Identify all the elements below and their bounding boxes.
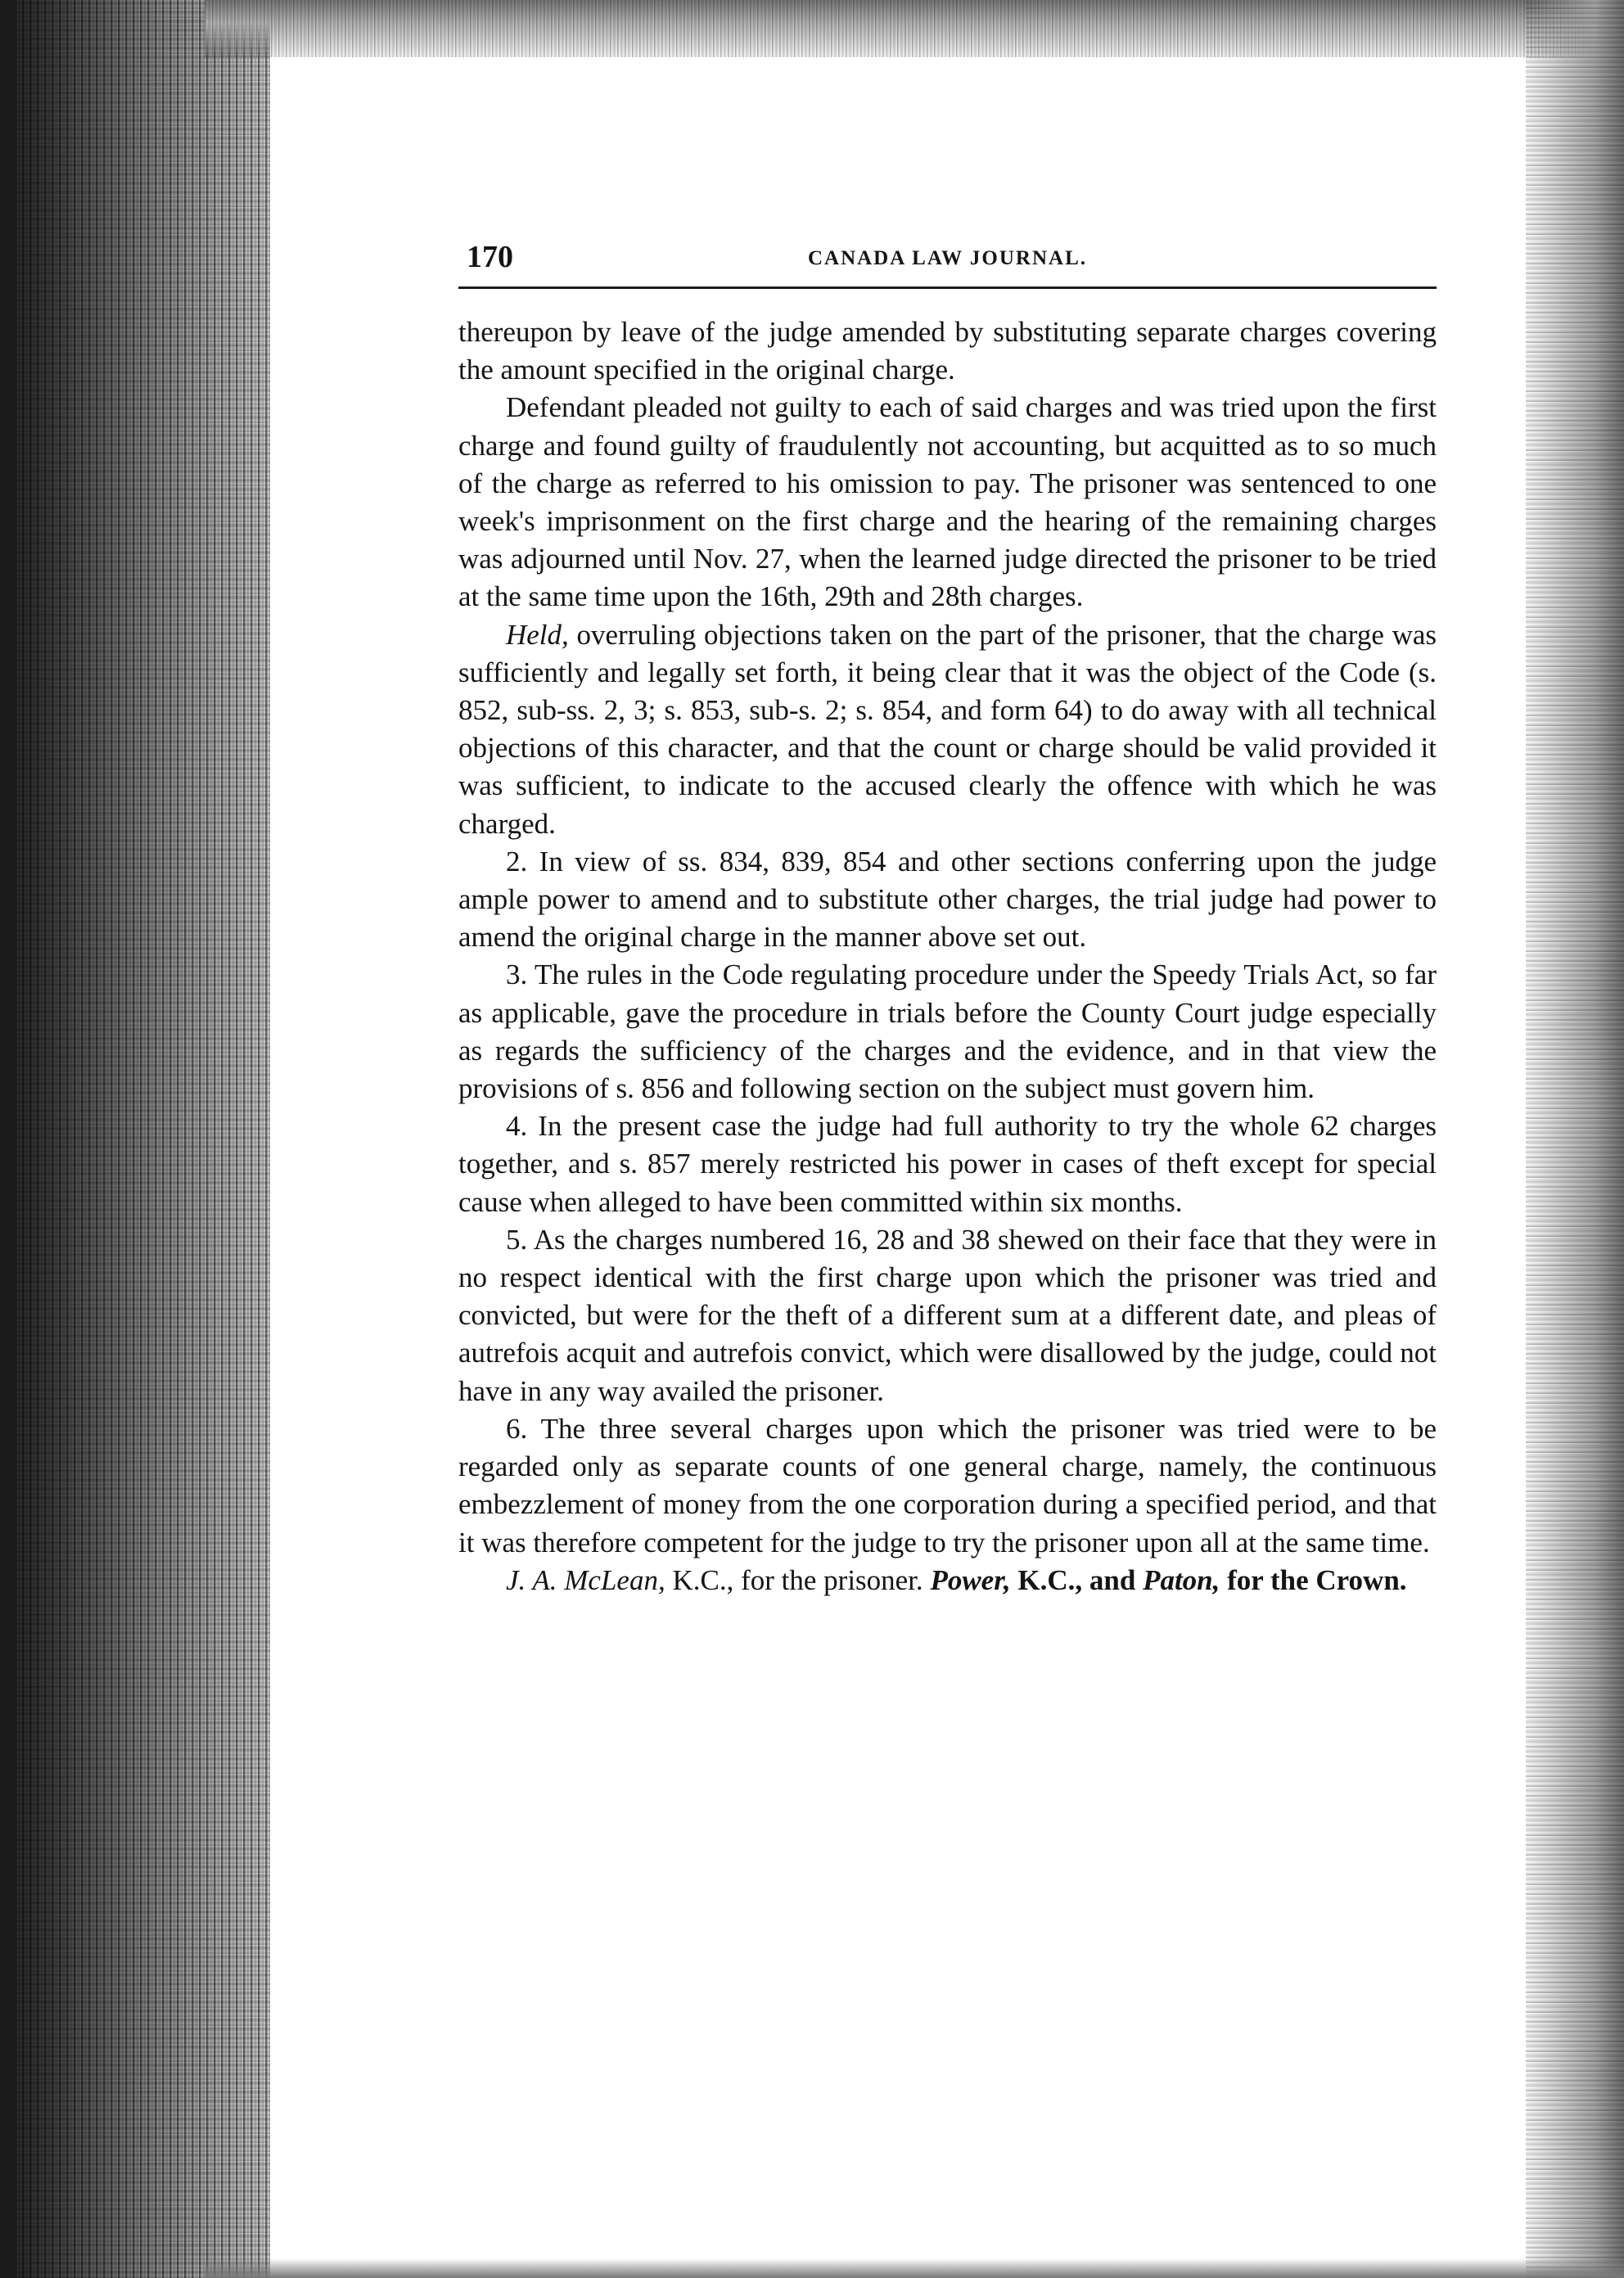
counsel-name-mclean: J. A. McLean,	[506, 1563, 665, 1596]
paragraph-point-2: 2. In view of ss. 834, 839, 854 and other sections conferring upon the judge ample power to amend and to substitute other charges, the trial judge had power to amend the original charge in the manner above set out.	[458, 845, 1437, 954]
held-label: Held,	[506, 618, 569, 651]
body-text	[458, 314, 1437, 1599]
counsel-text-3: for the Crown.	[1220, 1563, 1407, 1596]
page-content	[458, 237, 1437, 1599]
counsel-text-2: K.C., and	[1010, 1563, 1144, 1596]
paragraph-point-5: 5. As the charges numbered 16, 28 and 38 shewed on their face that they were in no respect identical with the first charge upon which the prisoner was tried and convicted, but were for the theft of a different sum at a different date, and pleas of autrefois acquit and autrefois convict, which were disallowed by the judge, could not have in any way availed the prisoner.	[458, 1223, 1437, 1407]
bottom-edge-shadow	[205, 2258, 1624, 2278]
paragraph-point-3: 3. The rules in the Code regulating procedure under the Speedy Trials Act, so far as applicable, gave the procedure in trials before the County Court judge especially as regards the sufficiency of the charges and the evidence, and in that view the provisions of s. 856 and following section on the subject must govern him.	[458, 959, 1437, 1105]
right-edge-shadow	[1526, 0, 1624, 2278]
held-text: overruling objections taken on the part of the prisoner, that the charge was sufficiently and legally set forth, it being clear that it was the object of the Code (s. 852, sub-ss. 2, 3; s. 853, sub-s. 2; s. 854, and form 64) to do away with all technical objections of this character, and that the count or charge should be valid provided it was sufficient, to indicate to the accused clearly the offence with which he was charged.	[458, 618, 1437, 840]
counsel-name-power: Power,	[930, 1563, 1011, 1596]
paragraph-facts: Defendant pleaded not guilty to each of said charges and was tried upon the first charge and found guilty of fraudulently not accounting, but acquitted as to so much of the charge as referred to his omission to pay. The prisoner was sentenced to one week's imprisonment on the first charge and the hearing of the remaining charges was adjourned until Nov. 27, when the learned judge directed the prisoner to be tried at the same time upon the 16th, 29th and 28th charges.	[458, 391, 1437, 613]
binding-edge-dark	[0, 0, 16, 2278]
binding-edge-shadow	[0, 0, 270, 2278]
counsel-name-paton: Paton,	[1143, 1563, 1220, 1596]
top-edge-shadow	[205, 0, 1624, 57]
counsel-text-1: K.C., for the prisoner.	[665, 1563, 931, 1596]
running-head	[458, 237, 1437, 289]
paragraph-held	[458, 616, 1437, 843]
page-number: 170	[467, 240, 513, 274]
paragraph-point-4: 4. In the present case the judge had full authority to try the whole 62 charges together, and s. 857 merely restricted his power in cases of theft except for special cause when alleged to have been committed within six months.	[458, 1110, 1437, 1218]
paragraph-continuation: thereupon by leave of the judge amended by substituting separate charges covering the amount specified in the original charge.	[458, 316, 1437, 386]
paragraph-point-6: 6. The three several charges upon which the prisoner was tried were to be regarded only as separate counts of one general charge, namely, the continuous embezzlement of money from the one corporation during a specified period, and that it was therefore competent for the judge to try the prisoner upon all at the same time.	[458, 1412, 1437, 1559]
paragraph-counsel	[458, 1562, 1437, 1599]
journal-title: CANADA LAW JOURNAL.	[807, 247, 1088, 269]
